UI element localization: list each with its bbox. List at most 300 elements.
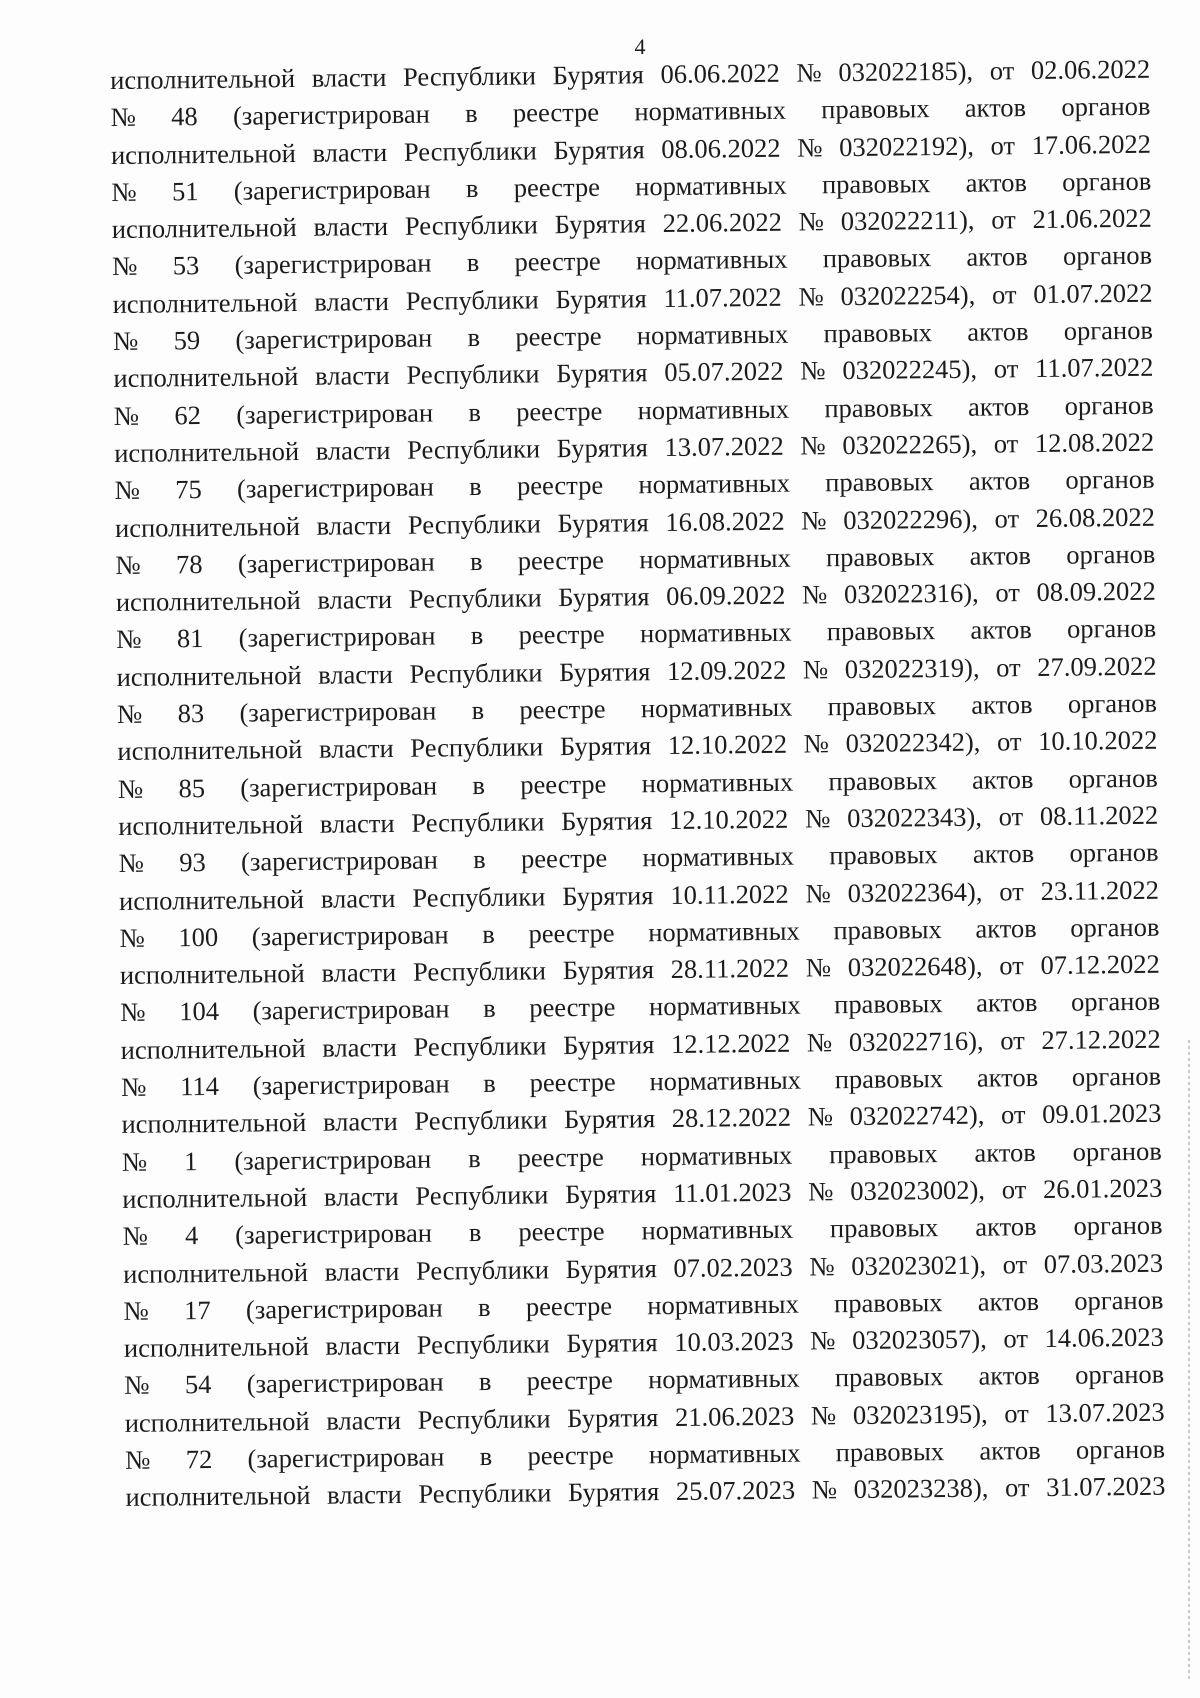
- text-word: 28.12.2022: [671, 1102, 792, 1134]
- text-word: от: [998, 801, 1024, 832]
- text-word: 08.11.2022: [1039, 799, 1159, 831]
- text-word: исполнительной: [110, 137, 297, 170]
- text-word: реестре: [516, 469, 604, 501]
- text-word: 48: [171, 101, 198, 132]
- text-word: 07.03.2023: [1043, 1247, 1164, 1279]
- text-word: №: [116, 624, 142, 655]
- text-word: правовых: [833, 1286, 943, 1319]
- text-word: 62: [174, 399, 202, 430]
- text-word: Республики: [411, 806, 545, 838]
- text-word: 01.07.2022: [1033, 277, 1153, 309]
- text-word: реестре: [520, 768, 607, 800]
- text-word: №: [124, 1444, 151, 1475]
- text-word: органов: [1065, 463, 1155, 495]
- text-word: 4: [184, 1220, 199, 1251]
- text-word: власти: [322, 1106, 398, 1138]
- text-word: Бурятия: [566, 1327, 658, 1359]
- text-word: исполнительной: [125, 1480, 311, 1513]
- text-word: №: [810, 1399, 837, 1431]
- text-word: нормативных: [642, 840, 795, 873]
- text-word: Бурятия: [567, 1401, 659, 1433]
- text-word: №: [112, 251, 138, 282]
- text-word: (зарегистрирован: [232, 98, 430, 131]
- text-word: №: [800, 355, 826, 386]
- text-word: Бурятия: [567, 1476, 660, 1508]
- text-word: актов: [969, 539, 1032, 571]
- text-word: (зарегистрирован: [252, 1068, 450, 1101]
- text-word: власти: [312, 136, 388, 168]
- text-word: правовых: [834, 988, 943, 1020]
- page-number: 4: [634, 34, 646, 59]
- text-word: правовых: [824, 391, 933, 423]
- text-word: Республики: [416, 1328, 550, 1360]
- text-word: от: [991, 278, 1017, 310]
- text-word: актов: [975, 987, 1038, 1019]
- text-word: правовых: [826, 615, 936, 647]
- text-word: актов: [971, 763, 1034, 795]
- text-word: в: [482, 993, 496, 1024]
- text-word: органов: [1070, 986, 1161, 1018]
- text-word: от: [1004, 1397, 1029, 1429]
- text-word: актов: [967, 390, 1030, 422]
- text-word: от: [1004, 1472, 1030, 1503]
- text-word: в: [469, 471, 482, 502]
- text-word: 27.09.2022: [1037, 650, 1157, 682]
- text-word: №: [118, 847, 145, 879]
- text-word: правовых: [825, 540, 935, 573]
- text-word: органов: [1075, 1433, 1166, 1465]
- text-word: №: [113, 400, 140, 431]
- text-word: (зарегистрирован: [251, 919, 449, 952]
- text-word: органов: [1062, 240, 1153, 272]
- text-word: власти: [324, 1255, 400, 1287]
- text-word: 08.06.2022: [661, 132, 781, 164]
- text-word: правовых: [828, 764, 937, 796]
- scan-edge-shadow: [1188, 1040, 1190, 1680]
- text-word: 09.01.2023: [1041, 1097, 1162, 1130]
- text-word: 85: [178, 772, 206, 803]
- text-word: (зарегистрирован: [247, 1441, 445, 1474]
- text-word: исполнительной: [123, 1331, 309, 1364]
- text-word: Бурятия: [552, 59, 645, 91]
- text-word: №: [802, 654, 829, 685]
- text-word: Республики: [406, 358, 540, 391]
- text-word: власти: [315, 434, 391, 466]
- text-word: Республики: [405, 284, 539, 316]
- text-word: (зарегистрирован: [234, 1143, 432, 1176]
- text-word: 06.06.2022: [660, 57, 780, 90]
- text-word: нормативных: [648, 990, 801, 1022]
- text-word: актов: [967, 316, 1029, 347]
- text-word: Республики: [403, 134, 537, 167]
- text-word: реестре: [525, 1290, 613, 1322]
- text-word: Бурятия: [562, 1028, 655, 1060]
- text-word: (зарегистрирован: [239, 695, 437, 728]
- text-word: нормативных: [639, 617, 792, 649]
- text-word: Республики: [412, 880, 546, 913]
- text-word: органов: [1061, 91, 1151, 123]
- text-word: нормативных: [639, 542, 791, 575]
- text-word: органов: [1063, 314, 1154, 346]
- text-word: реестре: [512, 97, 600, 128]
- text-word: от: [996, 726, 1022, 757]
- text-word: №: [796, 57, 822, 88]
- text-word: Бурятия: [553, 133, 645, 165]
- text-word: исполнительной: [115, 585, 301, 618]
- text-word: 104: [179, 996, 220, 1027]
- text-word: актов: [976, 1062, 1039, 1093]
- text-word: 06.09.2022: [666, 579, 786, 612]
- text-word: Бурятия: [558, 655, 651, 687]
- text-word: власти: [314, 360, 390, 392]
- text-word: (зарегистрирован: [252, 993, 450, 1026]
- text-word: нормативных: [634, 94, 787, 127]
- text-word: исполнительной: [110, 62, 296, 95]
- text-word: 51: [171, 175, 199, 207]
- text-word: №: [117, 773, 144, 804]
- text-word: №: [801, 504, 827, 536]
- text-word: №: [804, 803, 831, 834]
- text-word: 1: [183, 1145, 198, 1176]
- text-word: 032022364),: [847, 876, 983, 908]
- text-word: нормативных: [638, 467, 791, 500]
- text-word: нормативных: [636, 318, 789, 351]
- text-word: 12.10.2022: [668, 803, 789, 835]
- text-word: 032022254),: [840, 279, 976, 311]
- text-word: в: [478, 1366, 492, 1397]
- text-word: (зарегистрирован: [235, 322, 433, 355]
- text-word: 12.12.2022: [670, 1027, 791, 1059]
- text-word: актов: [972, 838, 1035, 869]
- text-word: 22.06.2022: [662, 206, 783, 239]
- text-word: Бурятия: [560, 805, 653, 837]
- text-word: реестре: [520, 842, 608, 874]
- text-word: 31.07.2023: [1046, 1470, 1166, 1503]
- text-word: нормативных: [649, 1064, 802, 1097]
- text-word: в: [479, 1440, 493, 1472]
- text-word: Республики: [409, 657, 543, 689]
- text-word: (зарегистрирован: [236, 397, 434, 430]
- text-word: реестре: [528, 917, 615, 949]
- text-word: 75: [175, 474, 202, 505]
- text-word: нормативных: [635, 169, 787, 202]
- text-word: исполнительной: [113, 361, 299, 394]
- text-word: 26.01.2023: [1042, 1172, 1163, 1204]
- text-word: исполнительной: [124, 1405, 310, 1438]
- text-word: органов: [1072, 1135, 1162, 1167]
- text-word: от: [989, 55, 1015, 86]
- text-word: органов: [1071, 1060, 1162, 1092]
- text-word: 032022265),: [842, 428, 978, 461]
- text-word: от: [1003, 1323, 1029, 1354]
- text-word: правовых: [829, 1212, 939, 1244]
- text-word: исполнительной: [119, 958, 305, 991]
- text-word: исполнительной: [120, 1032, 306, 1065]
- text-word: Республики: [414, 1104, 548, 1137]
- text-word: власти: [318, 733, 394, 765]
- text-word: правовых: [821, 93, 930, 125]
- text-word: актов: [966, 241, 1028, 273]
- text-word: реестре: [527, 1439, 614, 1471]
- text-word: Республики: [415, 1179, 549, 1211]
- text-word: Республики: [404, 209, 539, 242]
- text-word: №: [805, 877, 831, 909]
- text-word: нормативных: [648, 915, 800, 948]
- text-word: нормативных: [640, 691, 793, 724]
- text-word: 21.06.2023: [674, 1400, 795, 1432]
- text-word: органов: [1064, 389, 1154, 421]
- text-word: 59: [173, 325, 201, 356]
- document-body-text: [110, 51, 1166, 1517]
- text-word: №: [122, 1220, 149, 1252]
- text-word: от: [994, 502, 1020, 534]
- text-word: Республики: [413, 1030, 547, 1062]
- text-word: исполнительной: [114, 435, 300, 468]
- text-word: нормативных: [640, 1139, 793, 1171]
- text-word: исполнительной: [122, 1181, 308, 1214]
- text-word: реестре: [519, 693, 606, 725]
- text-word: в: [470, 620, 484, 651]
- text-word: реестре: [514, 246, 601, 278]
- text-word: власти: [326, 1404, 402, 1436]
- text-word: правовых: [825, 466, 934, 498]
- text-word: власти: [322, 1031, 398, 1063]
- text-word: актов: [979, 1434, 1041, 1466]
- text-word: Бурятия: [565, 1252, 657, 1284]
- text-word: 02.06.2022: [1030, 53, 1151, 86]
- text-word: Бурятия: [556, 357, 648, 389]
- text-word: нормативных: [641, 766, 794, 798]
- text-word: (зарегистрирован: [233, 173, 431, 206]
- text-word: власти: [325, 1330, 401, 1361]
- text-word: №: [806, 1026, 833, 1058]
- text-word: правовых: [834, 1063, 944, 1095]
- text-word: от: [1000, 1099, 1026, 1130]
- text-word: Бурятия: [564, 1178, 657, 1210]
- text-word: №: [120, 1071, 147, 1102]
- text-word: №: [121, 1146, 148, 1177]
- text-word: Республики: [412, 955, 547, 987]
- text-word: реестре: [515, 320, 602, 352]
- text-word: 100: [178, 921, 219, 953]
- text-word: 11.01.2023: [672, 1176, 792, 1208]
- text-word: Республики: [402, 60, 537, 92]
- text-word: №: [116, 698, 143, 730]
- text-word: 14.06.2023: [1044, 1321, 1164, 1354]
- text-word: власти: [323, 1180, 399, 1212]
- text-word: 17.06.2022: [1031, 128, 1152, 160]
- text-word: в: [483, 1067, 496, 1099]
- text-word: от: [995, 577, 1021, 608]
- text-word: от: [1001, 1174, 1027, 1205]
- text-word: (зарегистрирован: [238, 620, 436, 654]
- text-word: в: [467, 322, 481, 353]
- text-word: №: [111, 176, 137, 207]
- text-word: Бурятия: [555, 282, 647, 314]
- text-word: актов: [975, 912, 1037, 944]
- text-word: нормативных: [637, 393, 790, 425]
- text-word: органов: [1074, 1284, 1164, 1316]
- text-word: №: [811, 1474, 838, 1505]
- text-word: 032022185),: [838, 55, 974, 88]
- text-word: власти: [320, 882, 396, 914]
- text-word: 28.11.2022: [670, 952, 790, 985]
- text-word: Бурятия: [559, 730, 652, 762]
- text-word: от: [993, 353, 1019, 384]
- text-word: органов: [1073, 1209, 1163, 1241]
- text-word: нормативных: [647, 1288, 799, 1321]
- text-word: Республики: [418, 1477, 552, 1510]
- text-word: реестре: [517, 1141, 604, 1173]
- text-word: органов: [1068, 762, 1158, 794]
- text-word: нормативных: [635, 244, 788, 276]
- text-word: Бурятия: [557, 506, 649, 538]
- text-word: органов: [1070, 911, 1160, 943]
- text-word: реестре: [529, 1066, 616, 1098]
- text-word: 032023002),: [850, 1174, 986, 1206]
- text-word: правовых: [821, 168, 931, 200]
- text-word: исполнительной: [112, 286, 298, 319]
- text-word: реестре: [526, 1365, 613, 1396]
- text-word: №: [800, 430, 826, 461]
- text-word: реестре: [518, 1215, 605, 1247]
- text-word: (зарегистрирован: [245, 1292, 443, 1325]
- text-word: реестре: [517, 544, 605, 576]
- text-word: 13.07.2022: [664, 430, 784, 462]
- text-word: в: [471, 695, 485, 726]
- text-word: 13.07.2023: [1045, 1396, 1165, 1428]
- text-word: органов: [1074, 1359, 1165, 1391]
- text-word: №: [801, 579, 828, 610]
- text-word: власти: [313, 211, 389, 242]
- text-word: 17: [183, 1294, 211, 1326]
- text-word: №: [805, 952, 832, 983]
- text-word: от: [999, 875, 1024, 906]
- text-word: 21.06.2022: [1032, 202, 1152, 235]
- text-word: правовых: [823, 317, 933, 349]
- text-word: №: [798, 281, 824, 312]
- text-word: 26.08.2022: [1035, 501, 1156, 533]
- text-word: 032022343),: [847, 801, 983, 834]
- text-word: исполнительной: [118, 883, 305, 916]
- text-word: нормативных: [648, 1437, 801, 1470]
- text-word: 10.11.2022: [670, 878, 789, 910]
- text-word: исполнительной: [117, 734, 303, 767]
- text-word: 81: [176, 623, 204, 654]
- text-word: исполнительной: [118, 808, 304, 841]
- text-word: 05.07.2022: [664, 356, 784, 388]
- text-word: исполнительной: [121, 1107, 307, 1140]
- text-word: Бурятия: [556, 432, 649, 464]
- text-word: органов: [1067, 687, 1158, 719]
- text-word: власти: [321, 957, 397, 988]
- text-word: Бурятия: [562, 954, 655, 986]
- text-word: от: [996, 651, 1021, 683]
- text-word: актов: [964, 92, 1027, 124]
- text-word: №: [809, 1250, 835, 1282]
- text-word: власти: [316, 509, 392, 541]
- text-word: 032022192),: [839, 130, 975, 162]
- text-word: правовых: [833, 913, 942, 946]
- text-word: 11.07.2022: [663, 281, 782, 313]
- text-word: 032022211),: [840, 204, 975, 237]
- text-word: (зарегистрирован: [240, 770, 438, 803]
- text-word: №: [115, 549, 141, 580]
- text-word: исполнительной: [116, 659, 302, 692]
- text-word: 23.11.2022: [1040, 874, 1160, 906]
- text-word: органов: [1062, 165, 1152, 197]
- text-word: 032023021),: [851, 1249, 987, 1281]
- text-word: органов: [1069, 836, 1159, 868]
- text-word: в: [472, 769, 486, 800]
- text-word: 032023057),: [851, 1323, 987, 1356]
- text-word: Республики: [415, 1253, 550, 1286]
- text-word: правовых: [834, 1361, 944, 1393]
- text-word: 032022716),: [848, 1025, 984, 1057]
- text-word: 07.02.2023: [673, 1251, 793, 1283]
- text-word: власти: [311, 62, 387, 93]
- text-word: актов: [965, 166, 1028, 198]
- text-word: в: [467, 1142, 481, 1173]
- text-word: реестре: [516, 395, 603, 427]
- text-word: от: [993, 428, 1019, 459]
- text-word: 08.09.2022: [1036, 575, 1156, 608]
- text-word: власти: [326, 1479, 402, 1511]
- text-word: в: [473, 844, 486, 875]
- text-word: 25.07.2023: [675, 1474, 796, 1507]
- text-word: №: [807, 1101, 834, 1132]
- text-word: актов: [974, 1136, 1036, 1168]
- text-word: №: [110, 102, 137, 133]
- text-word: 54: [184, 1369, 212, 1400]
- text-word: 114: [180, 1070, 220, 1102]
- text-word: (зарегистрирован: [237, 546, 435, 579]
- text-word: власти: [314, 285, 390, 317]
- text-word: Бурятия: [558, 581, 650, 613]
- text-word: 10.03.2023: [674, 1325, 794, 1358]
- text-word: №: [119, 922, 145, 953]
- text-word: 72: [185, 1443, 213, 1475]
- text-word: правовых: [828, 1137, 938, 1169]
- text-word: актов: [975, 1211, 1037, 1242]
- text-word: 12.10.2022: [667, 729, 788, 761]
- text-word: (зарегистрирован: [236, 471, 435, 504]
- text-word: 032022742),: [849, 1099, 985, 1132]
- text-word: №: [809, 1325, 836, 1356]
- text-word: исполнительной: [114, 510, 301, 543]
- text-word: Республики: [407, 507, 542, 540]
- text-word: (зарегистрирован: [246, 1366, 444, 1399]
- text-word: органов: [1066, 613, 1157, 645]
- text-word: правовых: [829, 839, 938, 871]
- text-word: №: [120, 997, 146, 1028]
- text-word: (зарегистрирован: [235, 1217, 433, 1250]
- text-word: правовых: [822, 242, 932, 274]
- text-word: 83: [177, 698, 205, 729]
- text-word: 032022319),: [844, 652, 980, 684]
- text-word: в: [464, 98, 478, 129]
- text-word: 07.12.2022: [1040, 948, 1160, 981]
- text-word: (зарегистрирован: [234, 248, 432, 281]
- text-word: 032023238),: [853, 1472, 989, 1505]
- text-word: 032022648),: [847, 950, 983, 983]
- text-word: реестре: [518, 619, 605, 651]
- text-word: 16.08.2022: [665, 505, 785, 537]
- text-word: власти: [319, 807, 395, 839]
- text-word: в: [469, 545, 483, 576]
- text-word: 11.07.2022: [1034, 352, 1154, 384]
- text-word: в: [477, 1291, 491, 1322]
